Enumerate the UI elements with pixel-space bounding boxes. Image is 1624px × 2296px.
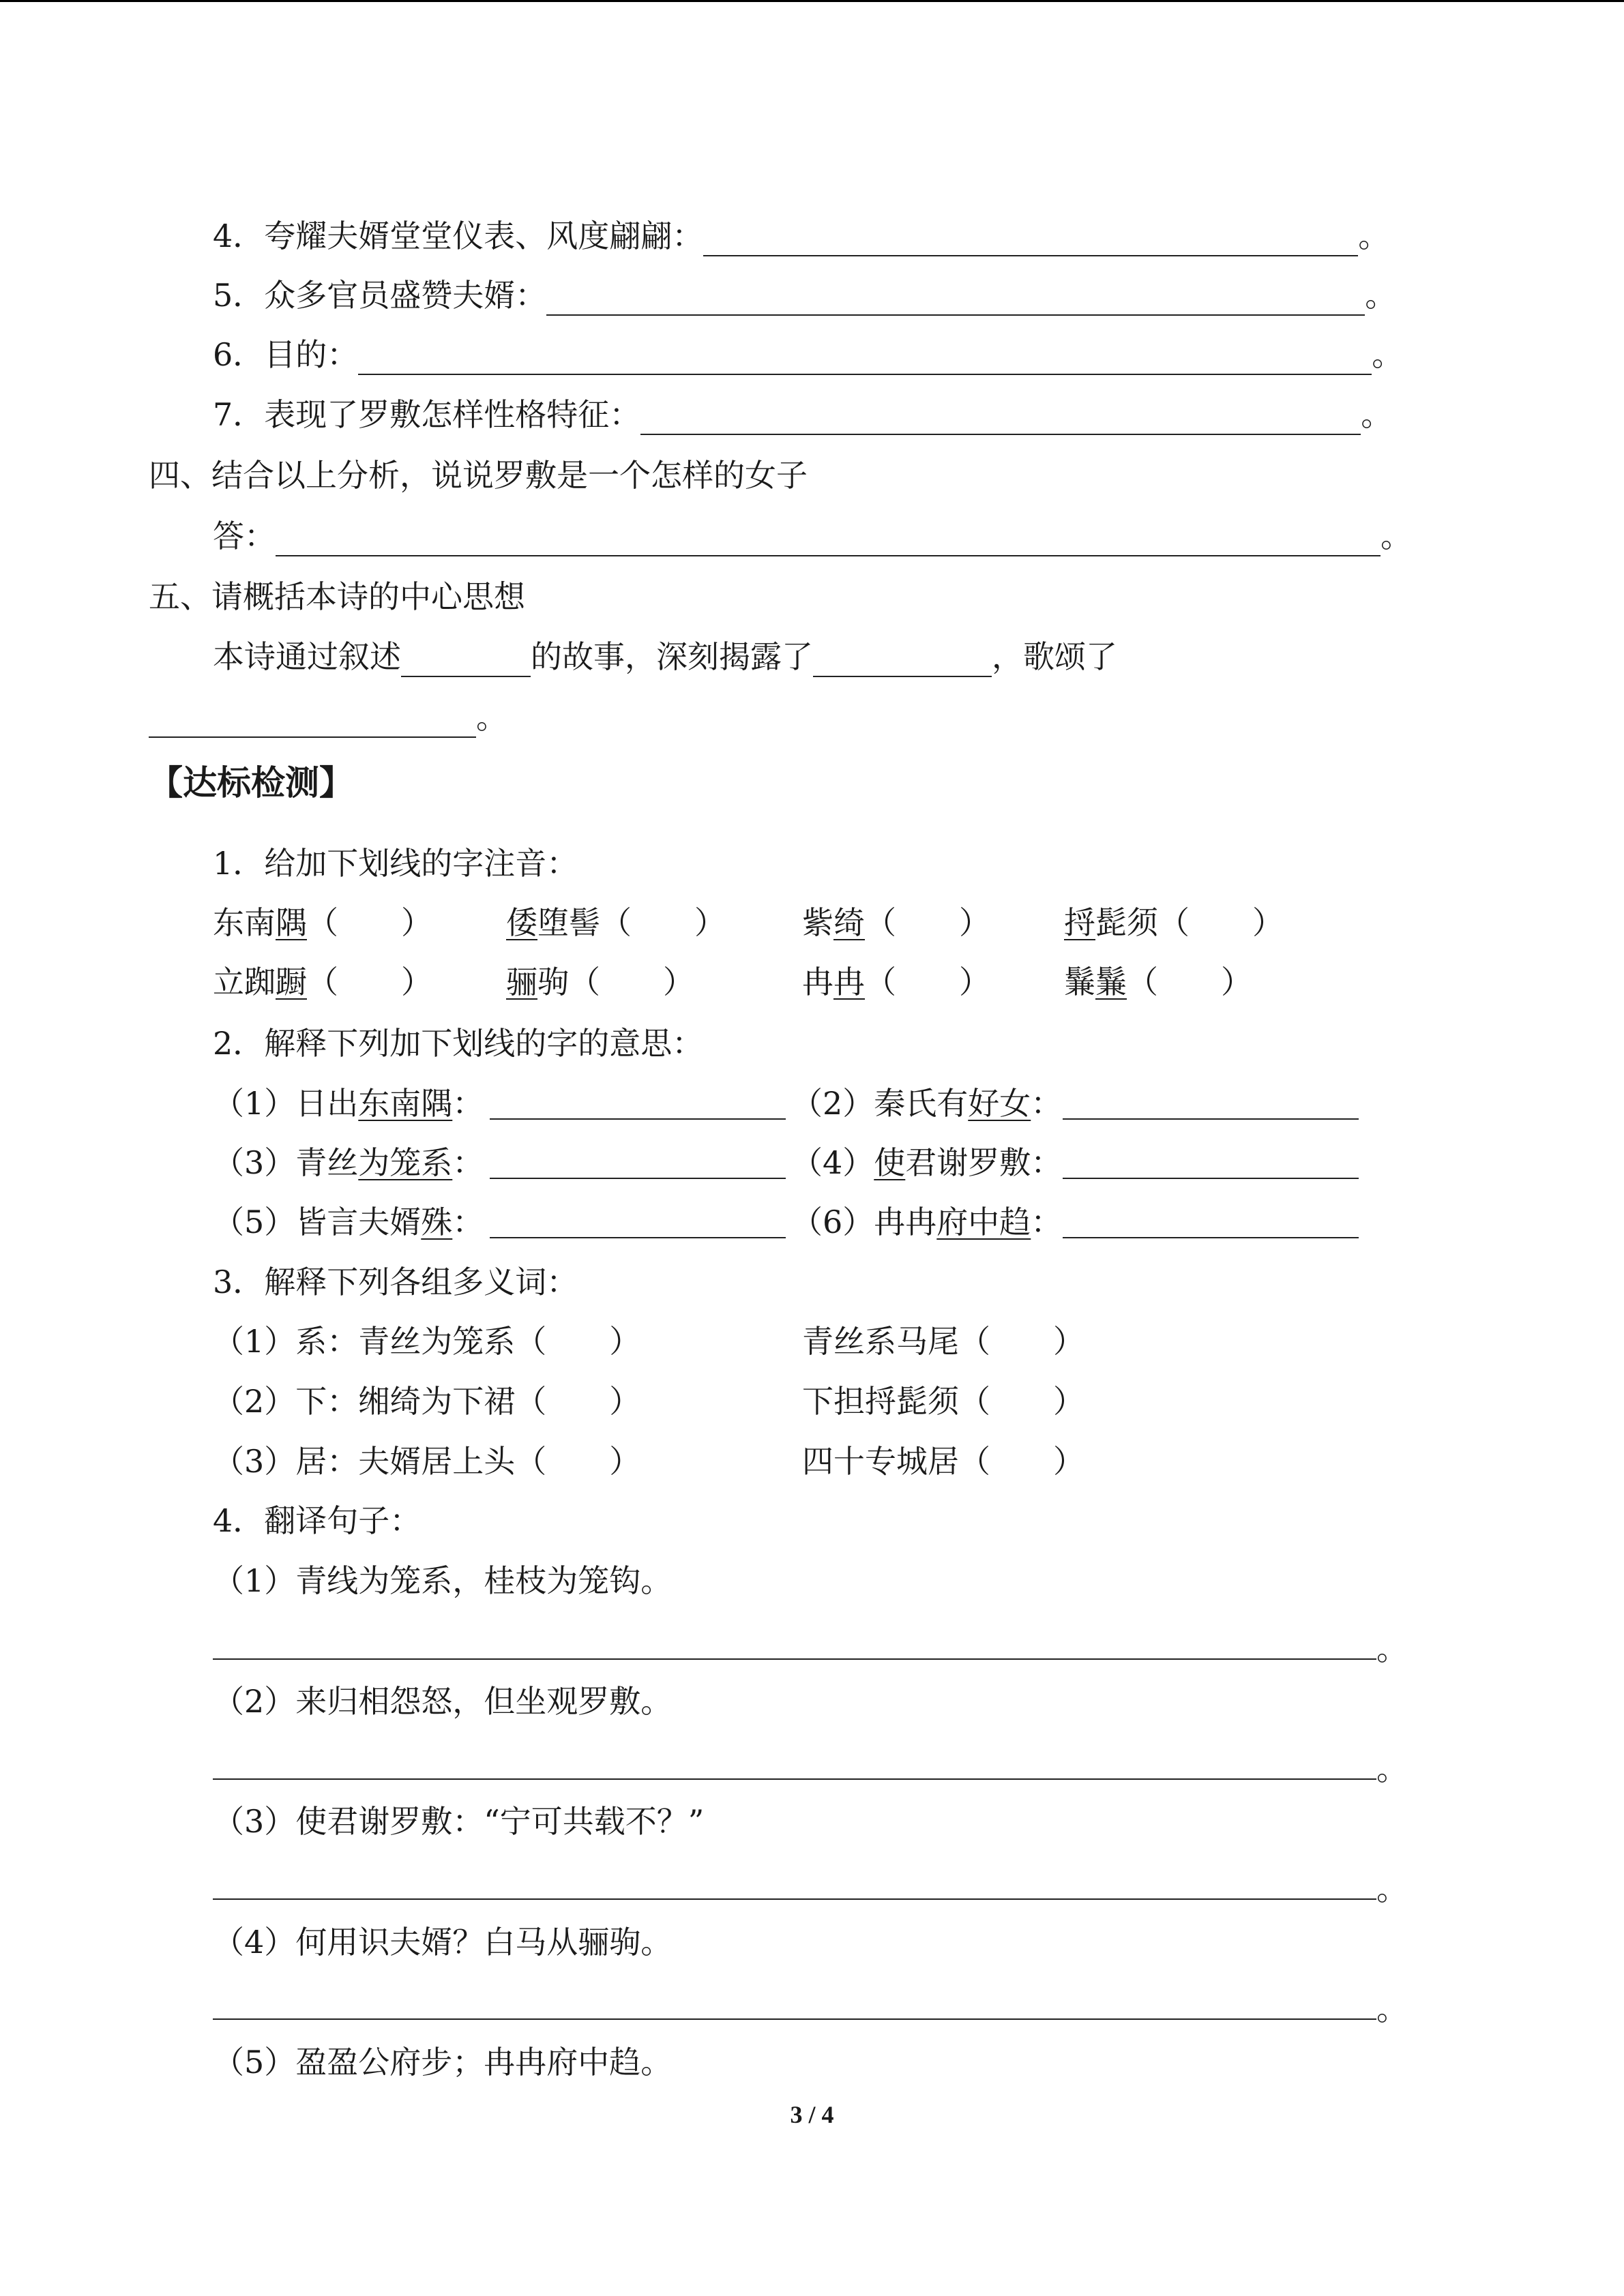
translation-line[interactable] xyxy=(213,1898,1376,1900)
q4-sentence: （4）何用识夫婿？白马从骊驹。 xyxy=(213,1924,673,1960)
answer-blank[interactable] xyxy=(1063,1118,1359,1120)
answer-blank[interactable] xyxy=(401,646,531,677)
answer-blank[interactable] xyxy=(640,404,1361,435)
translation-line[interactable] xyxy=(213,1658,1376,1660)
q2-item: （6）冉冉府中趋： xyxy=(791,1204,1063,1240)
answer-blank[interactable] xyxy=(813,646,992,677)
item-7: 7．表现了罗敷怎样性格特征： 。 xyxy=(213,394,1392,435)
answer-blank[interactable] xyxy=(490,1118,786,1120)
q1-word: 倭堕髻（ ） xyxy=(506,904,726,941)
q2-item: （4）使君谢罗敷： xyxy=(791,1144,1063,1181)
item-5: 5．众多官员盛赞夫婿： 。 xyxy=(213,275,1396,316)
part4-answer: 答： 。 xyxy=(213,516,1412,556)
q1-word: 立踟蹰（ ） xyxy=(213,964,432,1000)
item-4: 4．夸耀夫婿堂堂仪表、风度翩翩： 。 xyxy=(213,215,1389,256)
answer-blank[interactable] xyxy=(1063,1178,1359,1179)
q1-word: 鬑鬑（ ） xyxy=(1064,964,1252,1000)
section-heading: 【达标检测】 xyxy=(149,763,353,803)
top-border xyxy=(0,0,1624,2)
answer-blank[interactable] xyxy=(490,1178,786,1179)
q4-sentence: （3）使君谢罗敷：“宁可共载不？” xyxy=(213,1803,705,1840)
q1-word: 冉冉（ ） xyxy=(802,964,990,1000)
q3-right: 青丝系马尾（ ） xyxy=(802,1323,1084,1360)
answer-blank[interactable] xyxy=(276,525,1381,556)
part5-continuation: 。 xyxy=(149,697,507,738)
q3-title: 3．解释下列各组多义词： xyxy=(213,1264,578,1300)
q2-item: （1）日出东南隅： xyxy=(213,1085,484,1122)
q1-word: 紫绮（ ） xyxy=(802,904,990,941)
answer-blank[interactable] xyxy=(358,344,1372,375)
part5-title: 五、请概括本诗的中心思想 xyxy=(149,578,525,615)
q2-item: （5）皆言夫婿殊： xyxy=(213,1204,484,1240)
part4-title: 四、结合以上分析，说说罗敷是一个怎样的女子 xyxy=(149,457,808,494)
q3-left: （3）居：夫婿居上头（ ） xyxy=(213,1443,641,1480)
q1-title: 1．给加下划线的字注音： xyxy=(213,845,578,882)
item-6: 6．目的： 。 xyxy=(213,334,1403,375)
q2-title: 2．解释下列加下划线的字的意思： xyxy=(213,1025,704,1062)
q1-word: 东南隅（ ） xyxy=(213,904,432,941)
answer-blank[interactable] xyxy=(1063,1237,1359,1238)
q3-right: 四十专城居（ ） xyxy=(802,1443,1084,1480)
q2-item: （3）青丝为笼系： xyxy=(213,1144,484,1181)
q1-word: 捋髭须（ ） xyxy=(1064,904,1284,941)
translation-line[interactable] xyxy=(213,2018,1376,2020)
q1-word: 骊驹（ ） xyxy=(506,964,694,1000)
answer-blank[interactable] xyxy=(703,225,1358,256)
q3-left: （2）下：缃绮为下裙（ ） xyxy=(213,1383,641,1420)
answer-blank[interactable] xyxy=(149,706,476,738)
q3-right: 下担捋髭须（ ） xyxy=(802,1383,1084,1420)
answer-blank[interactable] xyxy=(546,284,1365,316)
answer-blank[interactable] xyxy=(490,1237,786,1238)
q4-sentence: （1）青线为笼系，桂枝为笼钩。 xyxy=(213,1562,673,1599)
q4-sentence: （2）来归相怨怒，但坐观罗敷。 xyxy=(213,1683,673,1720)
part5-sentence: 本诗通过叙述 的故事，深刻揭露了 ，歌颂了 xyxy=(213,636,1117,677)
q2-item: （2）秦氏有好女： xyxy=(791,1085,1063,1122)
translation-line[interactable] xyxy=(213,1778,1376,1780)
q4-title: 4．翻译句子： xyxy=(213,1502,422,1539)
q3-left: （1）系：青丝为笼系（ ） xyxy=(213,1323,641,1360)
page-number: 3 / 4 xyxy=(790,2101,834,2128)
q4-sentence: （5）盈盈公府步；冉冉府中趋。 xyxy=(213,2044,673,2081)
